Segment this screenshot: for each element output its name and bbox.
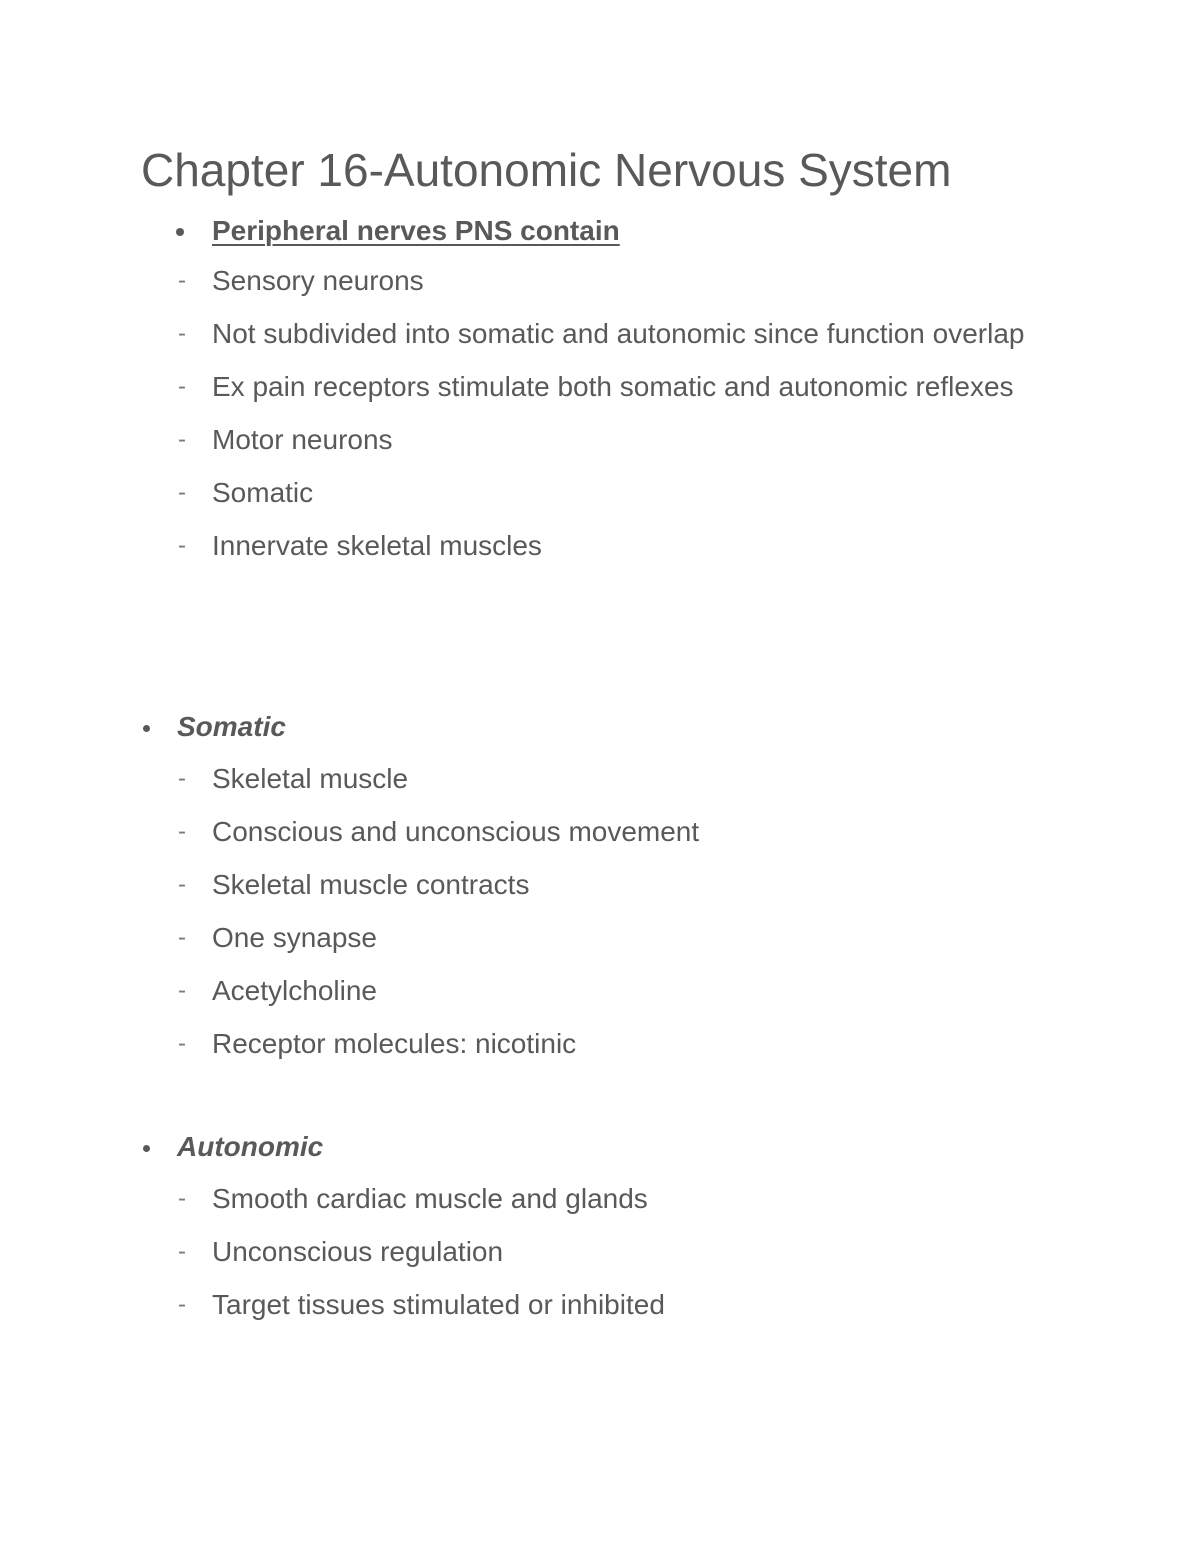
list-item bbox=[0, 367, 1200, 407]
section-autonomic bbox=[0, 1127, 1200, 1325]
list-item-text: Motor neurons bbox=[212, 424, 393, 455]
list-item bbox=[0, 261, 1200, 301]
dash-icon: - bbox=[178, 320, 186, 347]
page-title: Chapter 16-Autonomic Nervous System bbox=[141, 144, 952, 196]
dash-icon: - bbox=[178, 871, 186, 898]
section-heading-row bbox=[0, 1127, 1200, 1167]
list-item bbox=[0, 1285, 1200, 1325]
list-item-text: Receptor molecules: nicotinic bbox=[212, 1028, 577, 1059]
section-heading: Peripheral nerves PNS contain bbox=[212, 215, 620, 246]
list-item-text: Somatic bbox=[212, 477, 314, 508]
dash-icon: - bbox=[178, 373, 186, 400]
list-item-text: Skeletal muscle bbox=[212, 763, 409, 794]
dash-icon: - bbox=[178, 977, 186, 1004]
section-heading-row bbox=[0, 707, 1200, 747]
section-peripheral-nerves bbox=[0, 211, 1200, 566]
list-item-text: Acetylcholine bbox=[212, 975, 377, 1006]
dash-icon: - bbox=[178, 924, 186, 951]
list-item bbox=[0, 314, 1200, 354]
section-heading-row bbox=[0, 211, 1200, 251]
dash-icon: - bbox=[178, 765, 186, 792]
dash-icon: - bbox=[178, 1238, 186, 1265]
list-item bbox=[0, 1179, 1200, 1219]
list-item-text: Smooth cardiac muscle and glands bbox=[212, 1183, 648, 1214]
list-item-text: One synapse bbox=[212, 922, 377, 953]
list-item bbox=[0, 526, 1200, 566]
bullet-icon bbox=[143, 725, 150, 732]
list-item-text: Innervate skeletal muscles bbox=[212, 530, 542, 561]
dash-icon: - bbox=[178, 426, 186, 453]
list-item-text: Target tissues stimulated or inhibited bbox=[212, 1289, 665, 1320]
dash-icon: - bbox=[178, 1291, 186, 1318]
list-item bbox=[0, 865, 1200, 905]
list-item-text: Unconscious regulation bbox=[212, 1236, 504, 1267]
list-item bbox=[0, 420, 1200, 460]
list-item-text: Ex pain receptors stimulate both somatic and autonomic reflexes bbox=[212, 371, 1014, 402]
list-item-text: Skeletal muscle contracts bbox=[212, 869, 530, 900]
dash-icon: - bbox=[178, 818, 186, 845]
section-somatic bbox=[0, 707, 1200, 1064]
dash-icon: - bbox=[178, 1030, 186, 1057]
list-item-text: Not subdivided into somatic and autonomic since function overlap bbox=[212, 318, 1025, 349]
list-item bbox=[0, 1024, 1200, 1064]
dash-icon: - bbox=[178, 532, 186, 559]
bullet-icon bbox=[143, 1145, 150, 1152]
section-heading: Autonomic bbox=[177, 1131, 324, 1162]
list-item bbox=[0, 473, 1200, 513]
dash-icon: - bbox=[178, 479, 186, 506]
bullet-icon bbox=[176, 228, 184, 236]
list-item bbox=[0, 812, 1200, 852]
list-item bbox=[0, 759, 1200, 799]
list-item bbox=[0, 918, 1200, 958]
dash-icon: - bbox=[178, 267, 186, 294]
list-item bbox=[0, 971, 1200, 1011]
section-heading: Somatic bbox=[177, 711, 286, 742]
dash-icon: - bbox=[178, 1185, 186, 1212]
list-item-text: Sensory neurons bbox=[212, 265, 424, 296]
list-item-text: Conscious and unconscious movement bbox=[212, 816, 700, 847]
list-item bbox=[0, 1232, 1200, 1272]
